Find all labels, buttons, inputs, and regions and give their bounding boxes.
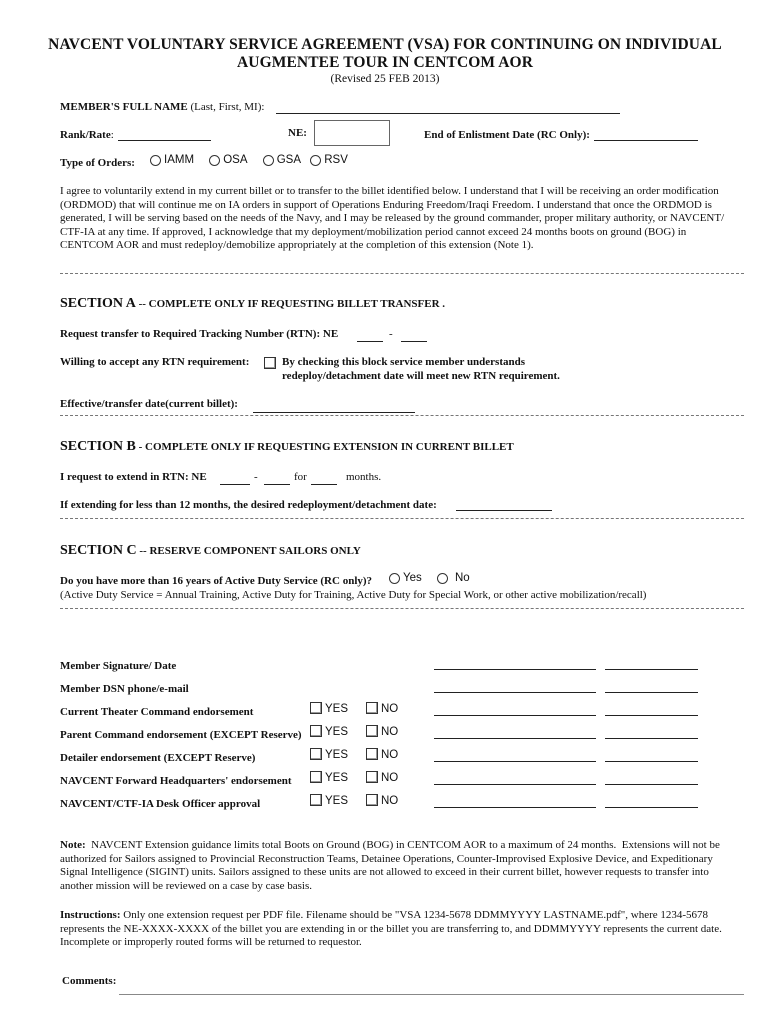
effective-date-label: Effective/transfer date(current billet): — [60, 398, 238, 410]
willing-label: Willing to accept any RTN requirement: — [60, 356, 250, 368]
endorsement-label-parent: Parent Command endorsement (EXCEPT Reserve) — [60, 729, 302, 741]
less-than-12-label: If extending for less than 12 months, the desired redeployment/detachment date: — [60, 499, 437, 511]
redeploy-date-field[interactable] — [456, 510, 552, 511]
endorsement-no-parent[interactable]: NO — [366, 725, 398, 738]
member-dsn-label: Member DSN phone/e-mail — [60, 683, 189, 695]
rtn-dash: - — [389, 328, 393, 340]
active-duty-question: Do you have more than 16 years of Active Duty Service (RC only)? — [60, 575, 373, 587]
endorsement-label-detailer: Detailer endorsement (EXCEPT Reserve) — [60, 752, 256, 764]
radio-icon[interactable] — [310, 155, 321, 166]
divider — [60, 273, 744, 274]
endorsement-signature-field[interactable] — [434, 807, 596, 808]
section-a-heading: SECTION A -- COMPLETE ONLY IF REQUESTING BILLET TRANSFER . — [60, 296, 446, 311]
endorsement-yes-forward-hq[interactable]: YES — [310, 771, 348, 784]
note-line: authorized for Sailors assigned to Provincial Reconstruction Teams, Detainee Operations, Counter-Improvised Explosive Device, and Expeditionary — [60, 852, 713, 865]
endorsement-signature-field[interactable] — [434, 715, 596, 716]
eoe-label: End of Enlistment Date (RC Only): — [424, 129, 590, 141]
endorsement-yes-desk-officer[interactable]: YES — [310, 794, 348, 807]
extend-for-label: for — [294, 471, 307, 483]
willing-text-line2: redeploy/detachment date will meet new RTN requirement. — [282, 370, 560, 382]
endorsement-label-desk-officer: NAVCENT/CTF-IA Desk Officer approval — [60, 798, 261, 810]
ne-input-box[interactable] — [314, 120, 390, 146]
comments-field[interactable] — [119, 994, 744, 995]
endorsement-yes-detailer[interactable]: YES — [310, 748, 348, 761]
order-option-rsv[interactable]: RSV — [310, 154, 348, 166]
endorsement-label-theater: Current Theater Command endorsement — [60, 706, 254, 718]
endorsement-date-field[interactable] — [605, 738, 698, 739]
comments-label: Comments: — [62, 975, 117, 987]
endorsement-yes-parent[interactable]: YES — [310, 725, 348, 738]
checkbox-icon[interactable] — [366, 794, 378, 806]
extend-ne-field-2[interactable] — [264, 484, 290, 485]
radio-icon[interactable] — [437, 573, 448, 584]
ne-label: NE: — [288, 127, 307, 139]
extend-dash: - — [254, 471, 258, 483]
form-title-line2: AUGMENTEE TOUR IN CENTCOM AOR — [237, 54, 533, 71]
member-email-field[interactable] — [605, 692, 698, 693]
endorsement-signature-field[interactable] — [434, 738, 596, 739]
checkbox-icon[interactable] — [366, 771, 378, 783]
checkbox-icon[interactable] — [264, 357, 276, 369]
divider — [60, 608, 744, 609]
active-duty-no[interactable]: No — [437, 572, 470, 584]
order-option-iamm[interactable]: IAMM — [150, 154, 194, 166]
section-b-heading: SECTION B - COMPLETE ONLY IF REQUESTING EXTENSION IN CURRENT BILLET — [60, 439, 514, 454]
checkbox-icon[interactable] — [310, 748, 322, 760]
eoe-field[interactable] — [594, 140, 698, 141]
checkbox-icon[interactable] — [310, 725, 322, 737]
rtn-ne-field-2[interactable] — [401, 341, 427, 342]
agreement-line: generated, I will be serving based on the needs of the Navy, and I may be released by the ground commander, proper military authority, or NAVCENT/ — [60, 212, 725, 225]
endorsement-label-forward-hq: NAVCENT Forward Headquarters' endorsement — [60, 775, 292, 787]
radio-icon[interactable] — [209, 155, 220, 166]
active-duty-yes[interactable]: Yes — [389, 572, 422, 584]
member-dsn-field[interactable] — [434, 692, 596, 693]
member-signature-date-field[interactable] — [605, 669, 698, 670]
checkbox-icon[interactable] — [310, 794, 322, 806]
member-signature-field[interactable] — [434, 669, 596, 670]
extend-months-label: months. — [346, 471, 382, 483]
endorsement-yes-theater[interactable]: YES — [310, 702, 348, 715]
rtn-request-label: Request transfer to Required Tracking Number (RTN): NE — [60, 328, 339, 340]
note-line: Note: NAVCENT Extension guidance limits total Boots on Ground (BOG) in CENTCOM AOR to a maximum of 24 months. Extensions will not be — [60, 839, 720, 851]
endorsement-signature-field[interactable] — [434, 761, 596, 762]
radio-icon[interactable] — [150, 155, 161, 166]
endorsement-date-field[interactable] — [605, 715, 698, 716]
agreement-line: CTF-IA at any time. If approved, I acknowledge that my deployment/mobilization period cannot exceed 24 months boots on ground (BOG) in — [60, 225, 687, 238]
endorsement-date-field[interactable] — [605, 784, 698, 785]
section-c-heading: SECTION C -- RESERVE COMPONENT SAILORS ONLY — [60, 543, 361, 558]
note-paragraph — [60, 839, 750, 893]
checkbox-icon[interactable] — [366, 748, 378, 760]
radio-icon[interactable] — [263, 155, 274, 166]
member-name-label: MEMBER'S FULL NAME (Last, First, MI): — [60, 101, 265, 113]
form-title-line1: NAVCENT VOLUNTARY SERVICE AGREEMENT (VSA) FOR CONTINUING ON INDIVIDUAL — [48, 36, 722, 53]
extend-months-field[interactable] — [311, 484, 337, 485]
endorsement-no-forward-hq[interactable]: NO — [366, 771, 398, 784]
endorsement-date-field[interactable] — [605, 807, 698, 808]
rtn-ne-field-1[interactable] — [357, 341, 383, 342]
endorsement-date-field[interactable] — [605, 761, 698, 762]
order-option-gsa[interactable]: GSA — [263, 154, 301, 166]
rank-rate-label: Rank/Rate: — [60, 129, 114, 141]
endorsement-no-theater[interactable]: NO — [366, 702, 398, 715]
member-signature-label: Member Signature/ Date — [60, 660, 177, 672]
active-duty-options — [389, 572, 482, 587]
divider — [60, 415, 744, 416]
divider — [60, 518, 744, 519]
order-option-osa[interactable]: OSA — [209, 154, 247, 166]
revision-date: (Revised 25 FEB 2013) — [330, 73, 440, 85]
endorsement-no-desk-officer[interactable]: NO — [366, 794, 398, 807]
active-duty-explanation: (Active Duty Service = Annual Training, Active Duty for Training, Active Duty for Special Work, or other active mobilization/recall) — [60, 589, 647, 601]
effective-date-field[interactable] — [253, 412, 415, 413]
extend-ne-field-1[interactable] — [220, 484, 250, 485]
note-line: Signal Intelligence (SIGINT) units. Sailors assigned to these units are not allowed to exceed in their current billet, however requests to transfer into — [60, 866, 709, 879]
instructions-line: Instructions: Only one extension request per PDF file. Filename should be "VSA 1234-5678 DDMMYYYY LASTNAME.pdf", where 1234-5678 — [60, 909, 709, 921]
agreement-line: (ORDMOD) that will continue me on IA orders in support of Operations Enduring Freedom/Iraqi Freedom. I understand that once the ORDMOD is — [60, 198, 712, 211]
instructions-line: represents the NE-XXXX-XXXX of the billet you are extending in or the billet you are transferring to, and DDMMYYYY represents the current date. — [60, 922, 722, 935]
endorsement-signature-field[interactable] — [434, 784, 596, 785]
note-line: another mission will be reviewed on a case by case basis. — [60, 879, 313, 892]
instructions-line: Incomplete or improperly routed forms will be returned to requestor. — [60, 936, 362, 949]
endorsement-no-detailer[interactable]: NO — [366, 748, 398, 761]
checkbox-icon[interactable] — [310, 702, 322, 714]
member-name-field[interactable] — [276, 113, 620, 114]
willing-text-line1: By checking this block service member understands — [282, 356, 526, 368]
agreement-paragraph — [60, 185, 750, 253]
checkbox-icon[interactable] — [310, 771, 322, 783]
extend-rtn-label: I request to extend in RTN: NE — [60, 471, 207, 483]
instructions-paragraph — [60, 909, 750, 950]
rank-rate-field[interactable] — [118, 140, 211, 141]
orders-type-label: Type of Orders: — [60, 157, 135, 169]
orders-type-options — [150, 154, 360, 169]
agreement-line: CENTCOM AOR and must redeploy/demobilize appropriately at the completion of this extension (Note 1). — [60, 239, 534, 252]
checkbox-icon[interactable] — [366, 725, 378, 737]
willing-checkbox[interactable] — [264, 354, 279, 372]
radio-icon[interactable] — [389, 573, 400, 584]
checkbox-icon[interactable] — [366, 702, 378, 714]
agreement-line: I agree to voluntarily extend in my current billet or to transfer to the billet identified below. I understand that I will be receiving an order modification — [60, 185, 719, 197]
